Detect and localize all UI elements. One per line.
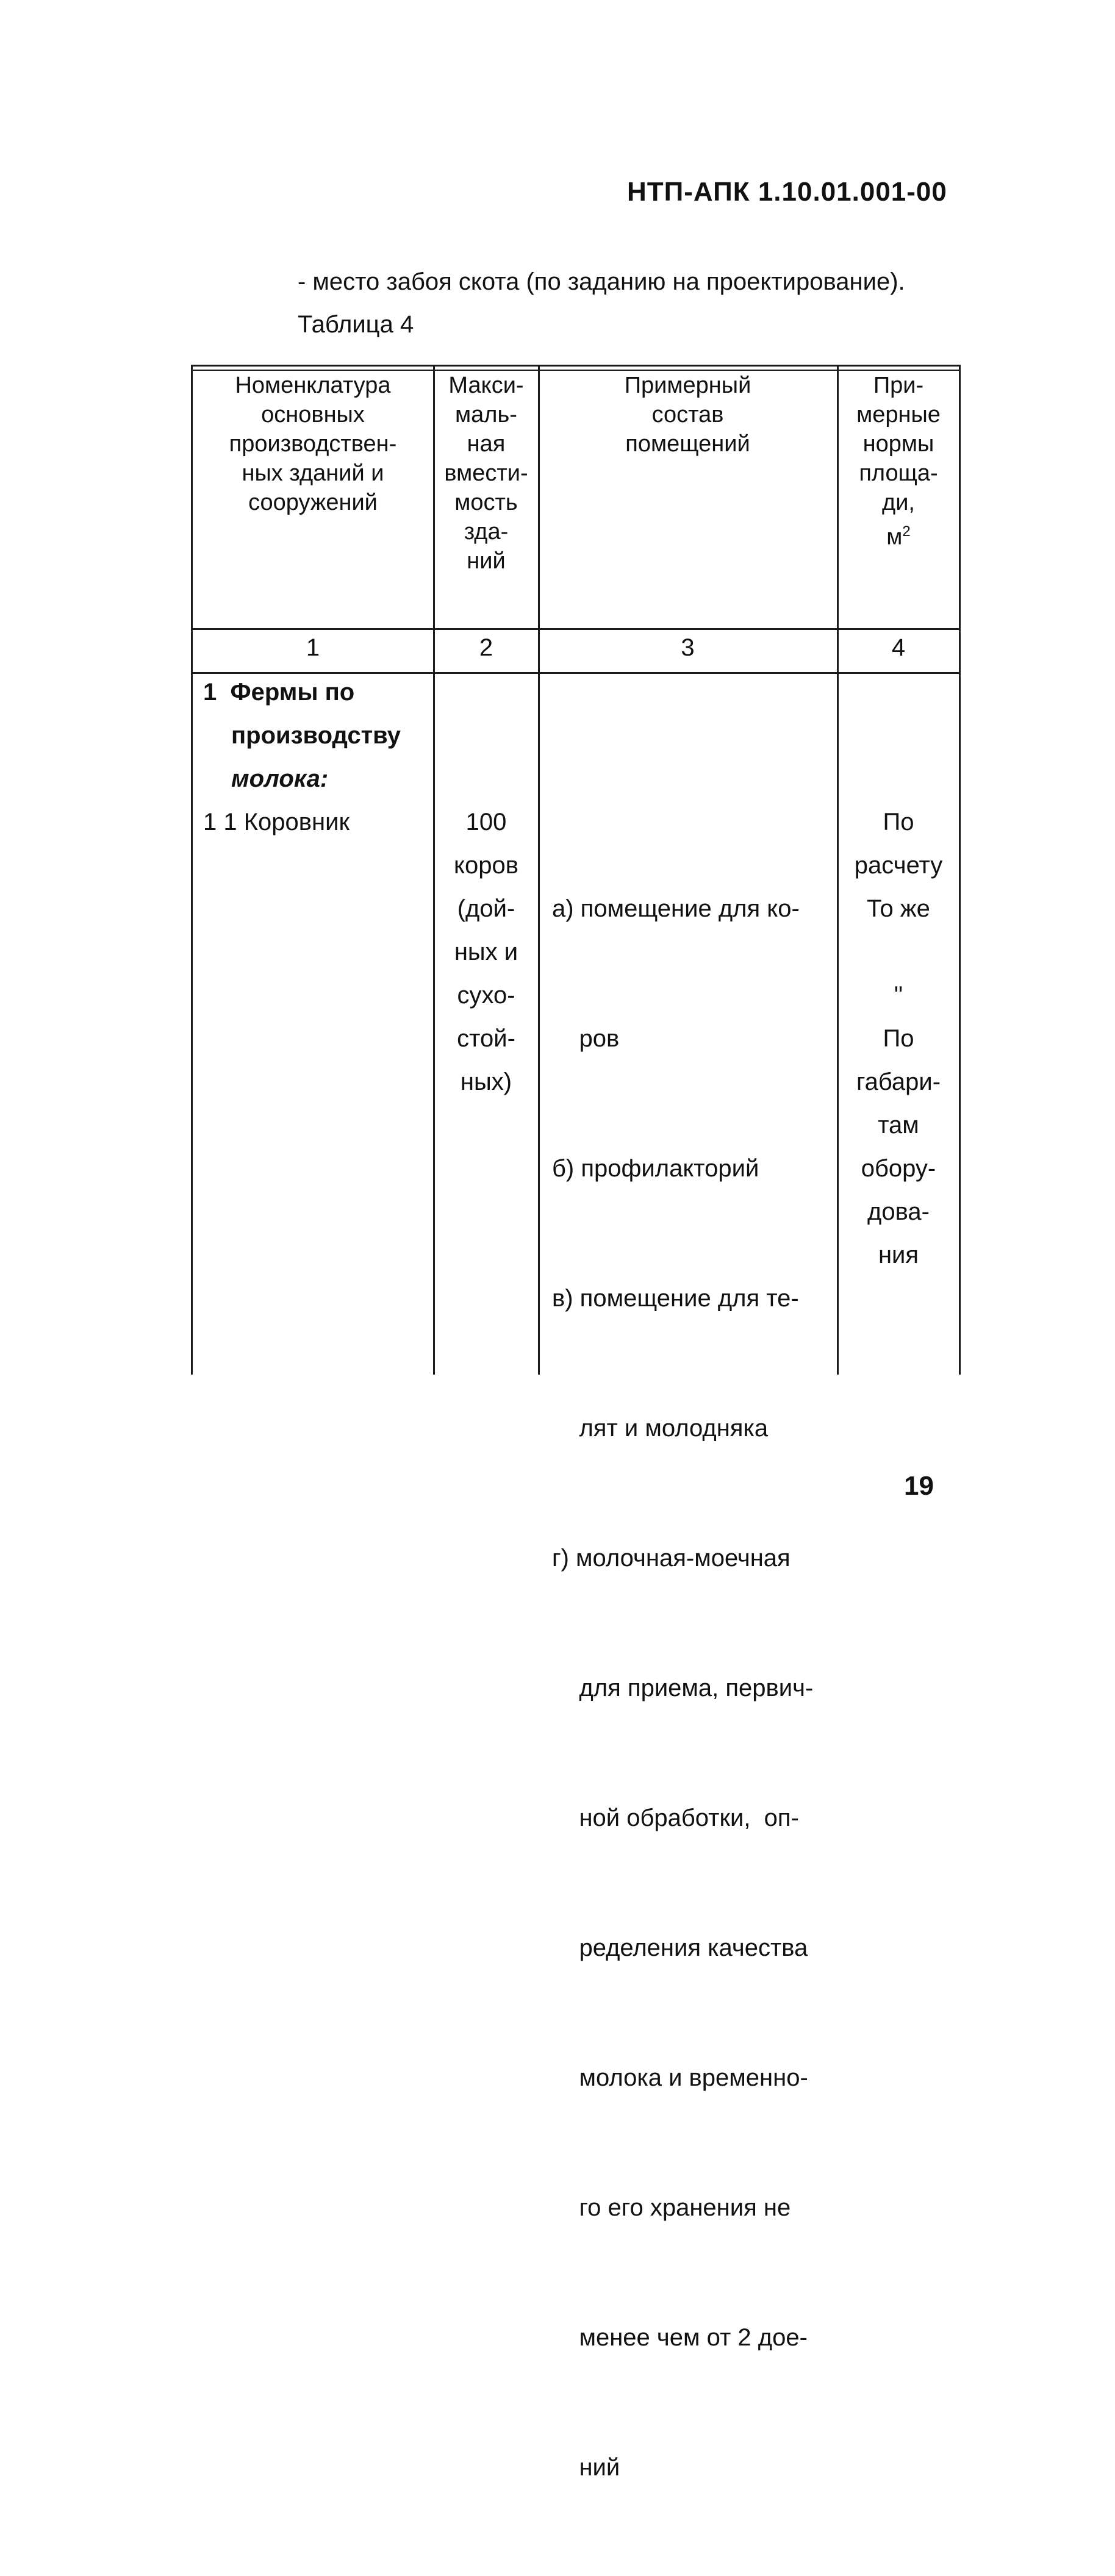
column-number-4: 4: [891, 634, 906, 661]
capacity-line: ных и: [454, 939, 518, 965]
header-col-4: [839, 371, 958, 552]
capacity-line: 100: [465, 809, 507, 835]
header-line: сооружений: [248, 490, 378, 515]
intro-line: - место забоя скота (по заданию на проектирование).: [298, 268, 905, 295]
col-divider-0: [191, 365, 193, 1375]
capacity-line: (дой-: [457, 895, 515, 922]
room-line: а) помещение для ко-: [552, 895, 800, 922]
table-caption: Таблица 4: [298, 311, 414, 338]
header-line: ди,: [882, 490, 915, 515]
area-line: там: [878, 1112, 919, 1139]
header-line: помещений: [625, 431, 750, 457]
header-col-2: [435, 371, 537, 576]
header-col-3: [540, 371, 836, 459]
area-line: ": [894, 982, 903, 1009]
room-line: го его хранения не: [552, 2194, 791, 2221]
room-line: ров: [552, 1025, 620, 1052]
col-divider-2: [538, 365, 540, 1375]
section-line: [203, 671, 432, 714]
page-number: 19: [904, 1471, 934, 1501]
row-capacity: [435, 801, 537, 1104]
column-number-1: 1: [306, 634, 320, 661]
room-line: г) молочная-моечная: [552, 1545, 791, 1572]
row-rooms: [552, 801, 836, 2576]
area-line: То же: [867, 895, 930, 922]
capacity-line: ных): [460, 1068, 512, 1095]
area-line: По: [883, 809, 914, 835]
room-line: менее чем от 2 дое-: [552, 2324, 808, 2351]
section-heading: [203, 671, 432, 801]
section-title-line: производству: [231, 722, 401, 749]
area-line: ния: [878, 1242, 919, 1268]
header-line: ных зданий и: [242, 460, 384, 486]
header-line: площа-: [859, 460, 938, 486]
capacity-line: коров: [454, 852, 518, 879]
section-title-line: молока:: [231, 765, 329, 792]
room-line: ределения качества: [552, 1934, 808, 1961]
area-line: расчету: [854, 852, 943, 879]
area-line: [839, 931, 958, 974]
area-line: дова-: [867, 1198, 930, 1225]
room-line: лят и молодняка: [552, 1415, 769, 1442]
header-line: Примерный: [624, 373, 751, 398]
header-line: основных: [261, 402, 365, 428]
area-line: габари-: [856, 1068, 941, 1095]
unit-text: м: [886, 524, 903, 550]
room-line: ний: [552, 2454, 620, 2481]
row-name: 1 1 Коровник: [203, 809, 350, 835]
unit-superscript: 2: [902, 523, 911, 540]
room-line: б) профилакторий: [552, 1155, 759, 1182]
header-line: производствен-: [229, 431, 397, 457]
header-line: Номенклатура: [235, 373, 391, 398]
header-line: ний: [467, 548, 506, 574]
header-col-1: [194, 371, 432, 517]
header-line: маль-: [455, 402, 517, 428]
header-line: нормы: [862, 431, 934, 457]
section-number: 1: [203, 679, 217, 706]
room-line: молока и временно-: [552, 2064, 808, 2091]
header-line-unit: [839, 517, 958, 552]
room-line: для приема, первич-: [552, 1675, 814, 1701]
capacity-line: стой-: [457, 1025, 515, 1052]
col-divider-4: [959, 365, 961, 1375]
header-line: ная: [467, 431, 506, 457]
header-line: мерные: [856, 402, 941, 428]
header-line: зда-: [464, 519, 509, 545]
area-line: обору-: [861, 1155, 936, 1182]
room-line: ной обработки, оп-: [552, 1805, 799, 1831]
header-line: вмести-: [444, 460, 528, 486]
table-top-border: [191, 365, 961, 367]
header-line: мость: [454, 490, 518, 515]
header-bottom-border: [191, 628, 961, 630]
room-line: в) помещение для те-: [552, 1285, 799, 1312]
header-line: Макси-: [448, 373, 524, 398]
section-title-line: Фермы по: [230, 679, 355, 706]
header-line: состав: [651, 402, 724, 428]
capacity-line: сухо-: [457, 982, 515, 1009]
area-line: По: [883, 1025, 914, 1052]
header-line: При-: [873, 373, 924, 398]
column-number-2: 2: [479, 634, 493, 661]
document-code: НТП-АПК 1.10.01.001-00: [627, 177, 947, 207]
column-number-3: 3: [681, 634, 695, 661]
row-area: [839, 801, 958, 1277]
